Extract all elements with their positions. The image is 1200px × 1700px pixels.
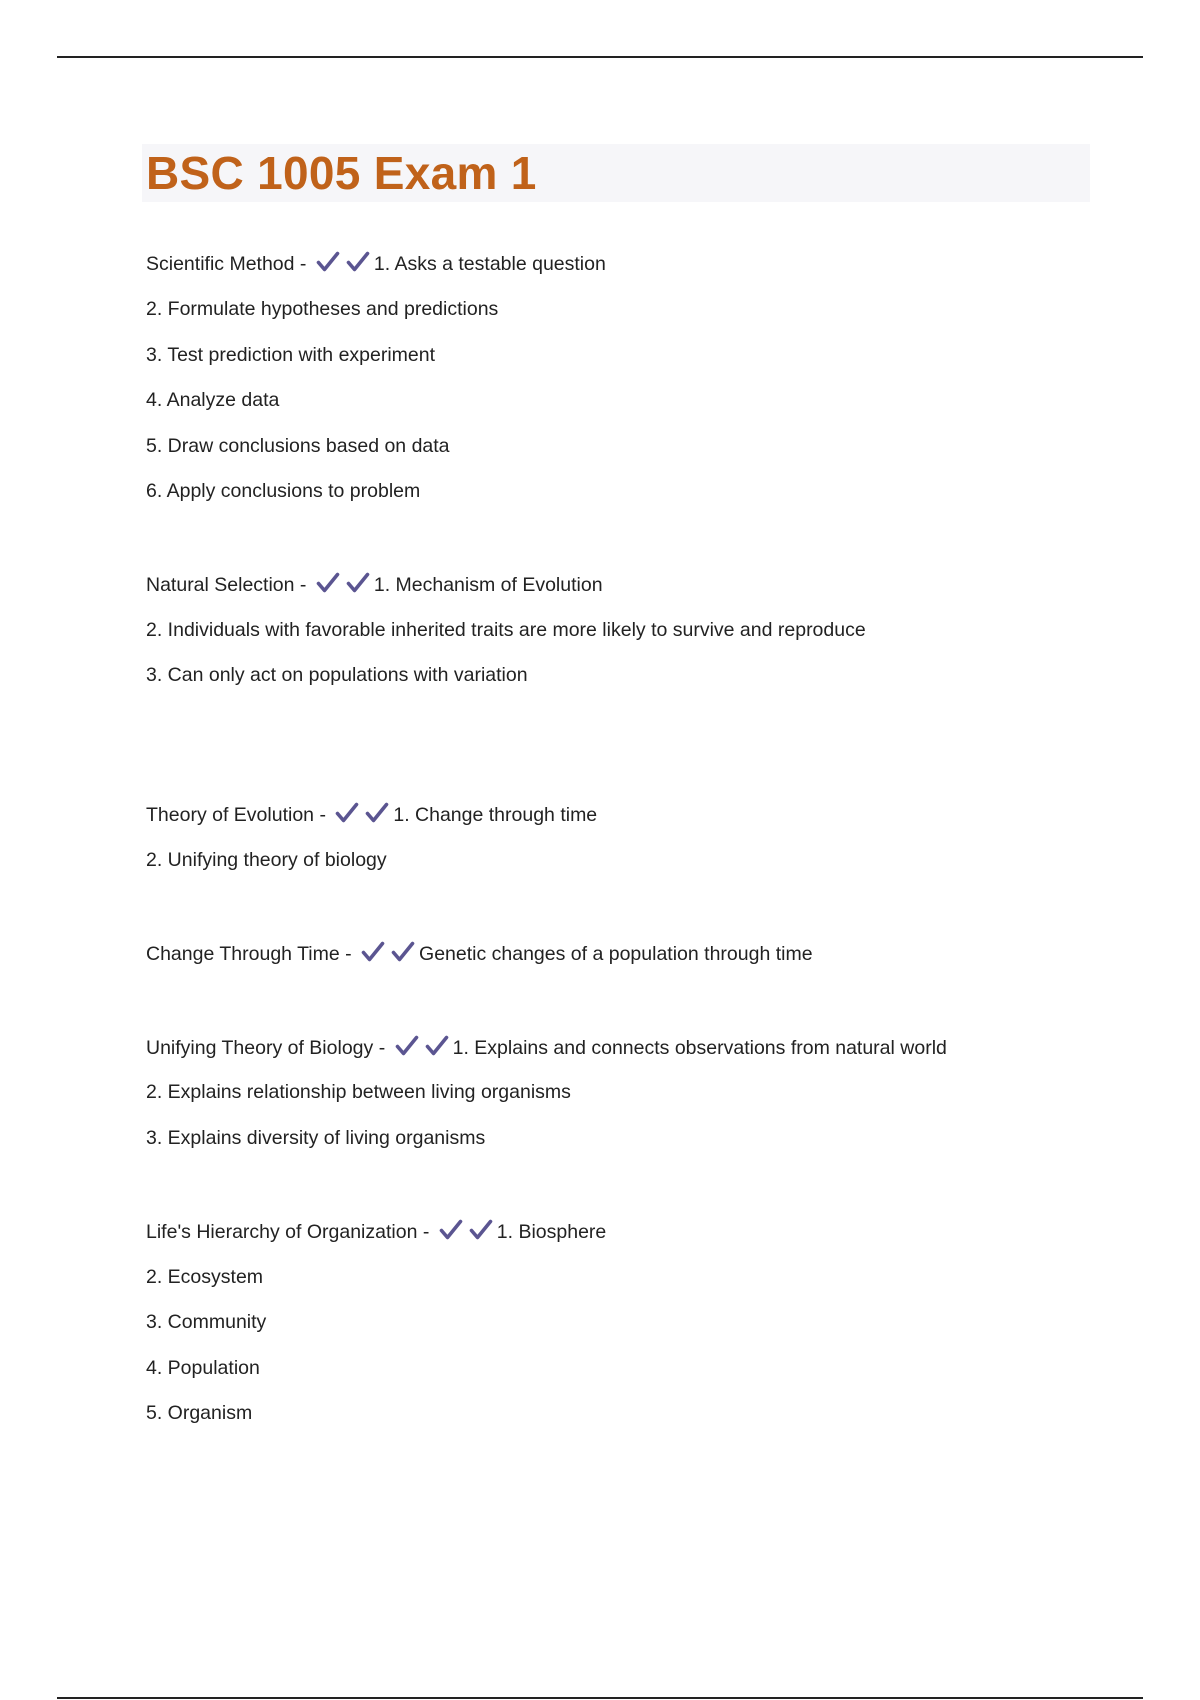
entry-answer: 1. Asks a testable question <box>373 253 606 275</box>
check-icon <box>316 572 340 594</box>
check-icon <box>425 1035 449 1057</box>
entry-answer: 1. Explains and connects observations from natural world <box>452 1037 947 1059</box>
entry-answer-line: 3. Explains diversity of living organisms <box>146 1127 486 1149</box>
entry-answer-line: 5. Draw conclusions based on data <box>146 435 450 457</box>
entry-natural-selection <box>146 572 603 600</box>
entry-answer-line: 2. Formulate hypotheses and predictions <box>146 298 499 320</box>
entry-answer: 1. Change through time <box>393 804 598 826</box>
entry-answer-line: 2. Unifying theory of biology <box>146 849 387 871</box>
entry-unifying-theory-of-biology <box>146 1035 947 1063</box>
entry-answer-line: 2. Explains relationship between living organisms <box>146 1081 571 1103</box>
entry-answer-line: 3. Test prediction with experiment <box>146 344 436 366</box>
document-title: BSC 1005 Exam 1 <box>146 147 537 199</box>
entry-term: Natural Selection <box>146 574 295 596</box>
entry-answer-line: 4. Analyze data <box>146 389 280 411</box>
entry-scientific-method <box>146 251 606 279</box>
entry-answer-line: 6. Apply conclusions to problem <box>146 480 421 502</box>
entry-answer: Genetic changes of a population through time <box>419 943 813 965</box>
entry-separator: - <box>378 1037 386 1059</box>
entry-lifes-hierarchy-of-organization <box>146 1219 606 1247</box>
check-icon <box>365 802 389 824</box>
entry-separator: - <box>422 1221 430 1243</box>
title-banner <box>142 144 1090 202</box>
entry-term: Change Through Time <box>146 943 340 965</box>
check-icon <box>346 251 370 273</box>
check-icon <box>391 941 415 963</box>
entry-answer-line: 2. Ecosystem <box>146 1266 264 1288</box>
entry-term: Theory of Evolution <box>146 804 315 826</box>
entry-change-through-time <box>146 941 813 969</box>
entry-answer-line: 2. Individuals with favorable inherited traits are more likely to survive and reproduce <box>146 619 866 641</box>
footer-rule <box>57 1697 1143 1699</box>
check-icon <box>469 1219 493 1241</box>
entry-answer-line: 5. Organism <box>146 1402 253 1424</box>
entry-term: Unifying Theory of Biology <box>146 1037 374 1059</box>
entry-separator: - <box>345 943 352 965</box>
entry-theory-of-evolution <box>146 802 597 830</box>
check-icon <box>335 802 359 824</box>
entry-answer: 1. Biosphere <box>496 1221 607 1243</box>
entry-answer-line: 3. Can only act on populations with variation <box>146 664 528 686</box>
check-icon <box>439 1219 463 1241</box>
entry-answer-line: 3. Community <box>146 1311 267 1333</box>
entry-answer-line: 4. Population <box>146 1357 260 1379</box>
check-icon <box>346 572 370 594</box>
entry-term: Life's Hierarchy of Organization <box>146 1221 418 1243</box>
check-icon <box>395 1035 419 1057</box>
entry-answer: 1. Mechanism of Evolution <box>373 574 603 596</box>
check-icon <box>316 251 340 273</box>
entry-separator: - <box>319 804 326 826</box>
entry-term: Scientific Method <box>146 253 295 275</box>
check-icon <box>361 941 385 963</box>
entry-separator: - <box>299 253 307 275</box>
entry-separator: - <box>299 574 307 596</box>
header-rule <box>57 56 1143 58</box>
